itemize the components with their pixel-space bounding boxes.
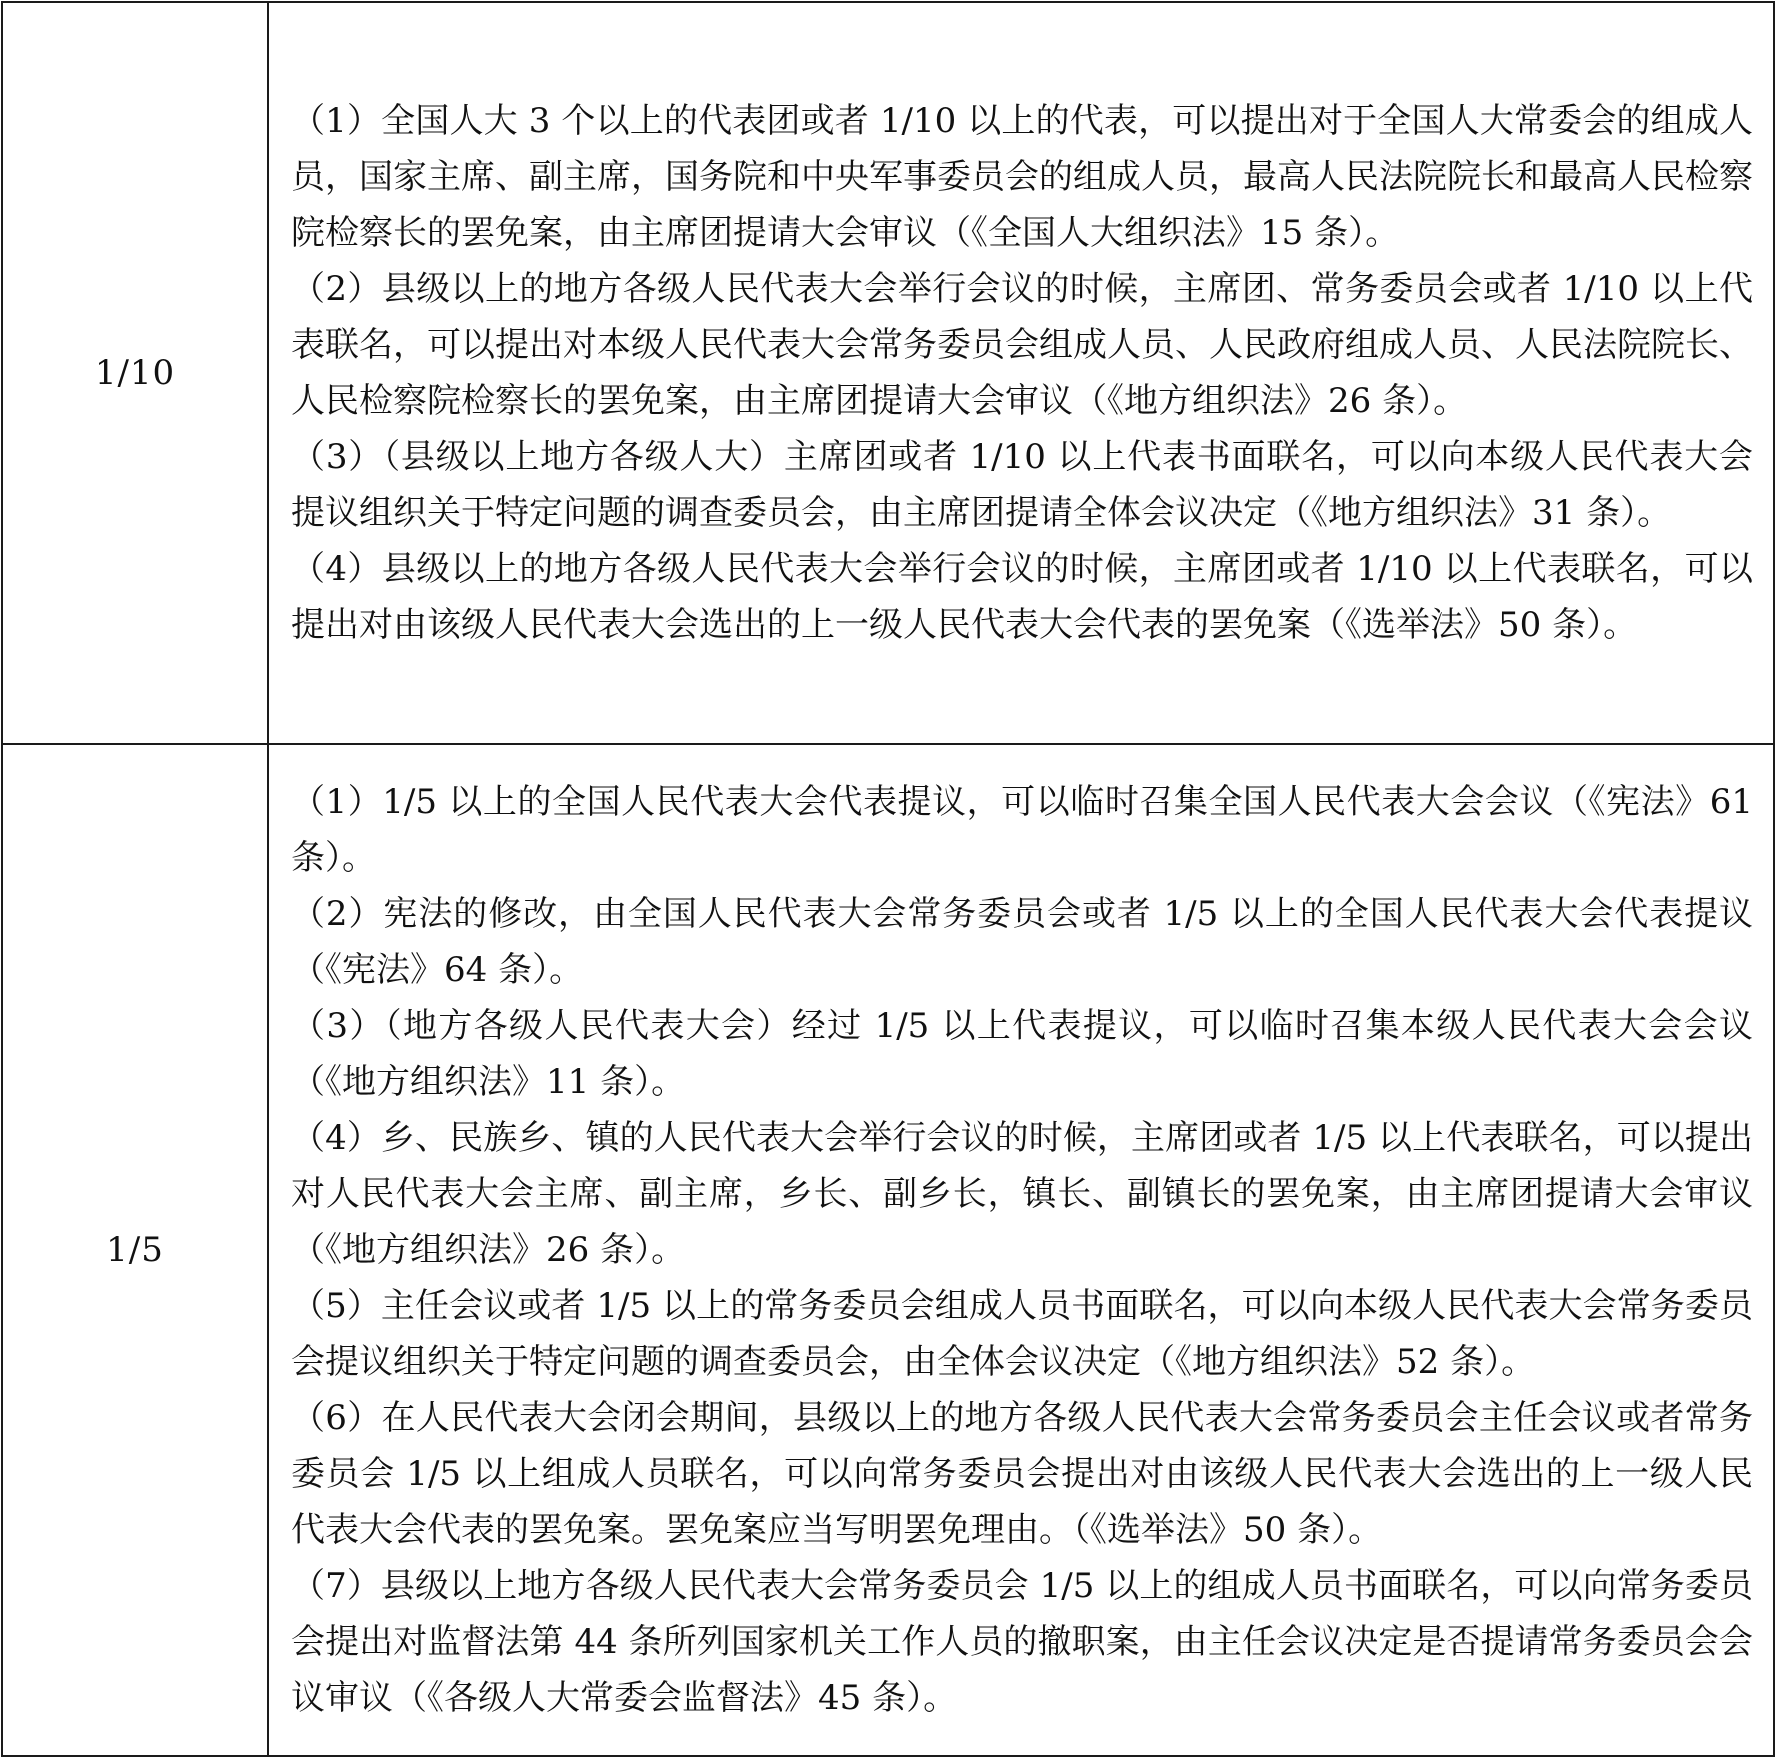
clause-item: （1）全国人大 3 个以上的代表团或者 1/10 以上的代表，可以提出对于全国人大常委会的组成人员，国家主席、副主席，国务院和中央军事委员会的组成人员，最高人民法院院长和最高人民检察院检察长的罢免案，由主席团提请大会审议（《全国人大组织法》15 条）。 [291, 101, 1753, 253]
table-row-1-10 [2, 2, 1774, 744]
clause-item: （4）乡、民族乡、镇的人民代表大会举行会议的时候，主席团或者 1/5 以上代表联名，可以提出对人民代表大会主席、副主席，乡长、副乡长，镇长、副镇长的罢免案，由主席团提请大会审议（《地方组织法》26 条）。 [291, 1118, 1753, 1270]
table-row-1-5 [2, 744, 1774, 1756]
provisions-cell [268, 2, 1774, 744]
clause-item: （2）宪法的修改，由全国人民代表大会常务委员会或者 1/5 以上的全国人民代表大会代表提议（《宪法》64 条）。 [291, 894, 1753, 990]
clause-item: （5）主任会议或者 1/5 以上的常务委员会组成人员书面联名，可以向本级人民代表大会常务委员会提议组织关于特定问题的调查委员会，由全体会议决定（《地方组织法》52 条）。 [291, 1286, 1753, 1382]
law-provisions-table [1, 1, 1775, 1757]
clause-item: （1）1/5 以上的全国人民代表大会代表提议，可以临时召集全国人民代表大会会议（《宪法》61 条）。 [291, 782, 1753, 878]
clause-item: （3）（地方各级人民代表大会）经过 1/5 以上代表提议，可以临时召集本级人民代表大会会议（《地方组织法》11 条）。 [291, 1006, 1753, 1102]
provisions-cell [268, 744, 1774, 1756]
clause-item: （6）在人民代表大会闭会期间，县级以上的地方各级人民代表大会常务委员会主任会议或者常务委员会 1/5 以上组成人员联名，可以向常务委员会提出对由该级人民代表大会选出的上一级人民代表大会代表的罢免案。罢免案应当写明罢免理由。（《选举法》50 条）。 [291, 1398, 1753, 1550]
ratio-cell: 1/10 [2, 2, 268, 744]
clause-item: （4）县级以上的地方各级人民代表大会举行会议的时候，主席团或者 1/10 以上代表联名，可以提出对由该级人民代表大会选出的上一级人民代表大会代表的罢免案（《选举法》50 条）。 [291, 549, 1753, 645]
ratio-cell: 1/5 [2, 744, 268, 1756]
clause-item: （3）（县级以上地方各级人大）主席团或者 1/10 以上代表书面联名，可以向本级人民代表大会提议组织关于特定问题的调查委员会，由主席团提请全体会议决定（《地方组织法》31 条）。 [291, 437, 1753, 533]
clause-item: （7）县级以上地方各级人民代表大会常务委员会 1/5 以上的组成人员书面联名，可以向常务委员会提出对监督法第 44 条所列国家机关工作人员的撤职案，由主任会议决定是否提请常务委员会会议审议（《各级人大常委会监督法》45 条）。 [291, 1566, 1753, 1718]
clause-item: （2）县级以上的地方各级人民代表大会举行会议的时候，主席团、常务委员会或者 1/10 以上代表联名，可以提出对本级人民代表大会常务委员会组成人员、人民政府组成人员、人民法院院长、人民检察院检察长的罢免案，由主席团提请大会审议（《地方组织法》26 条）。 [291, 269, 1753, 421]
